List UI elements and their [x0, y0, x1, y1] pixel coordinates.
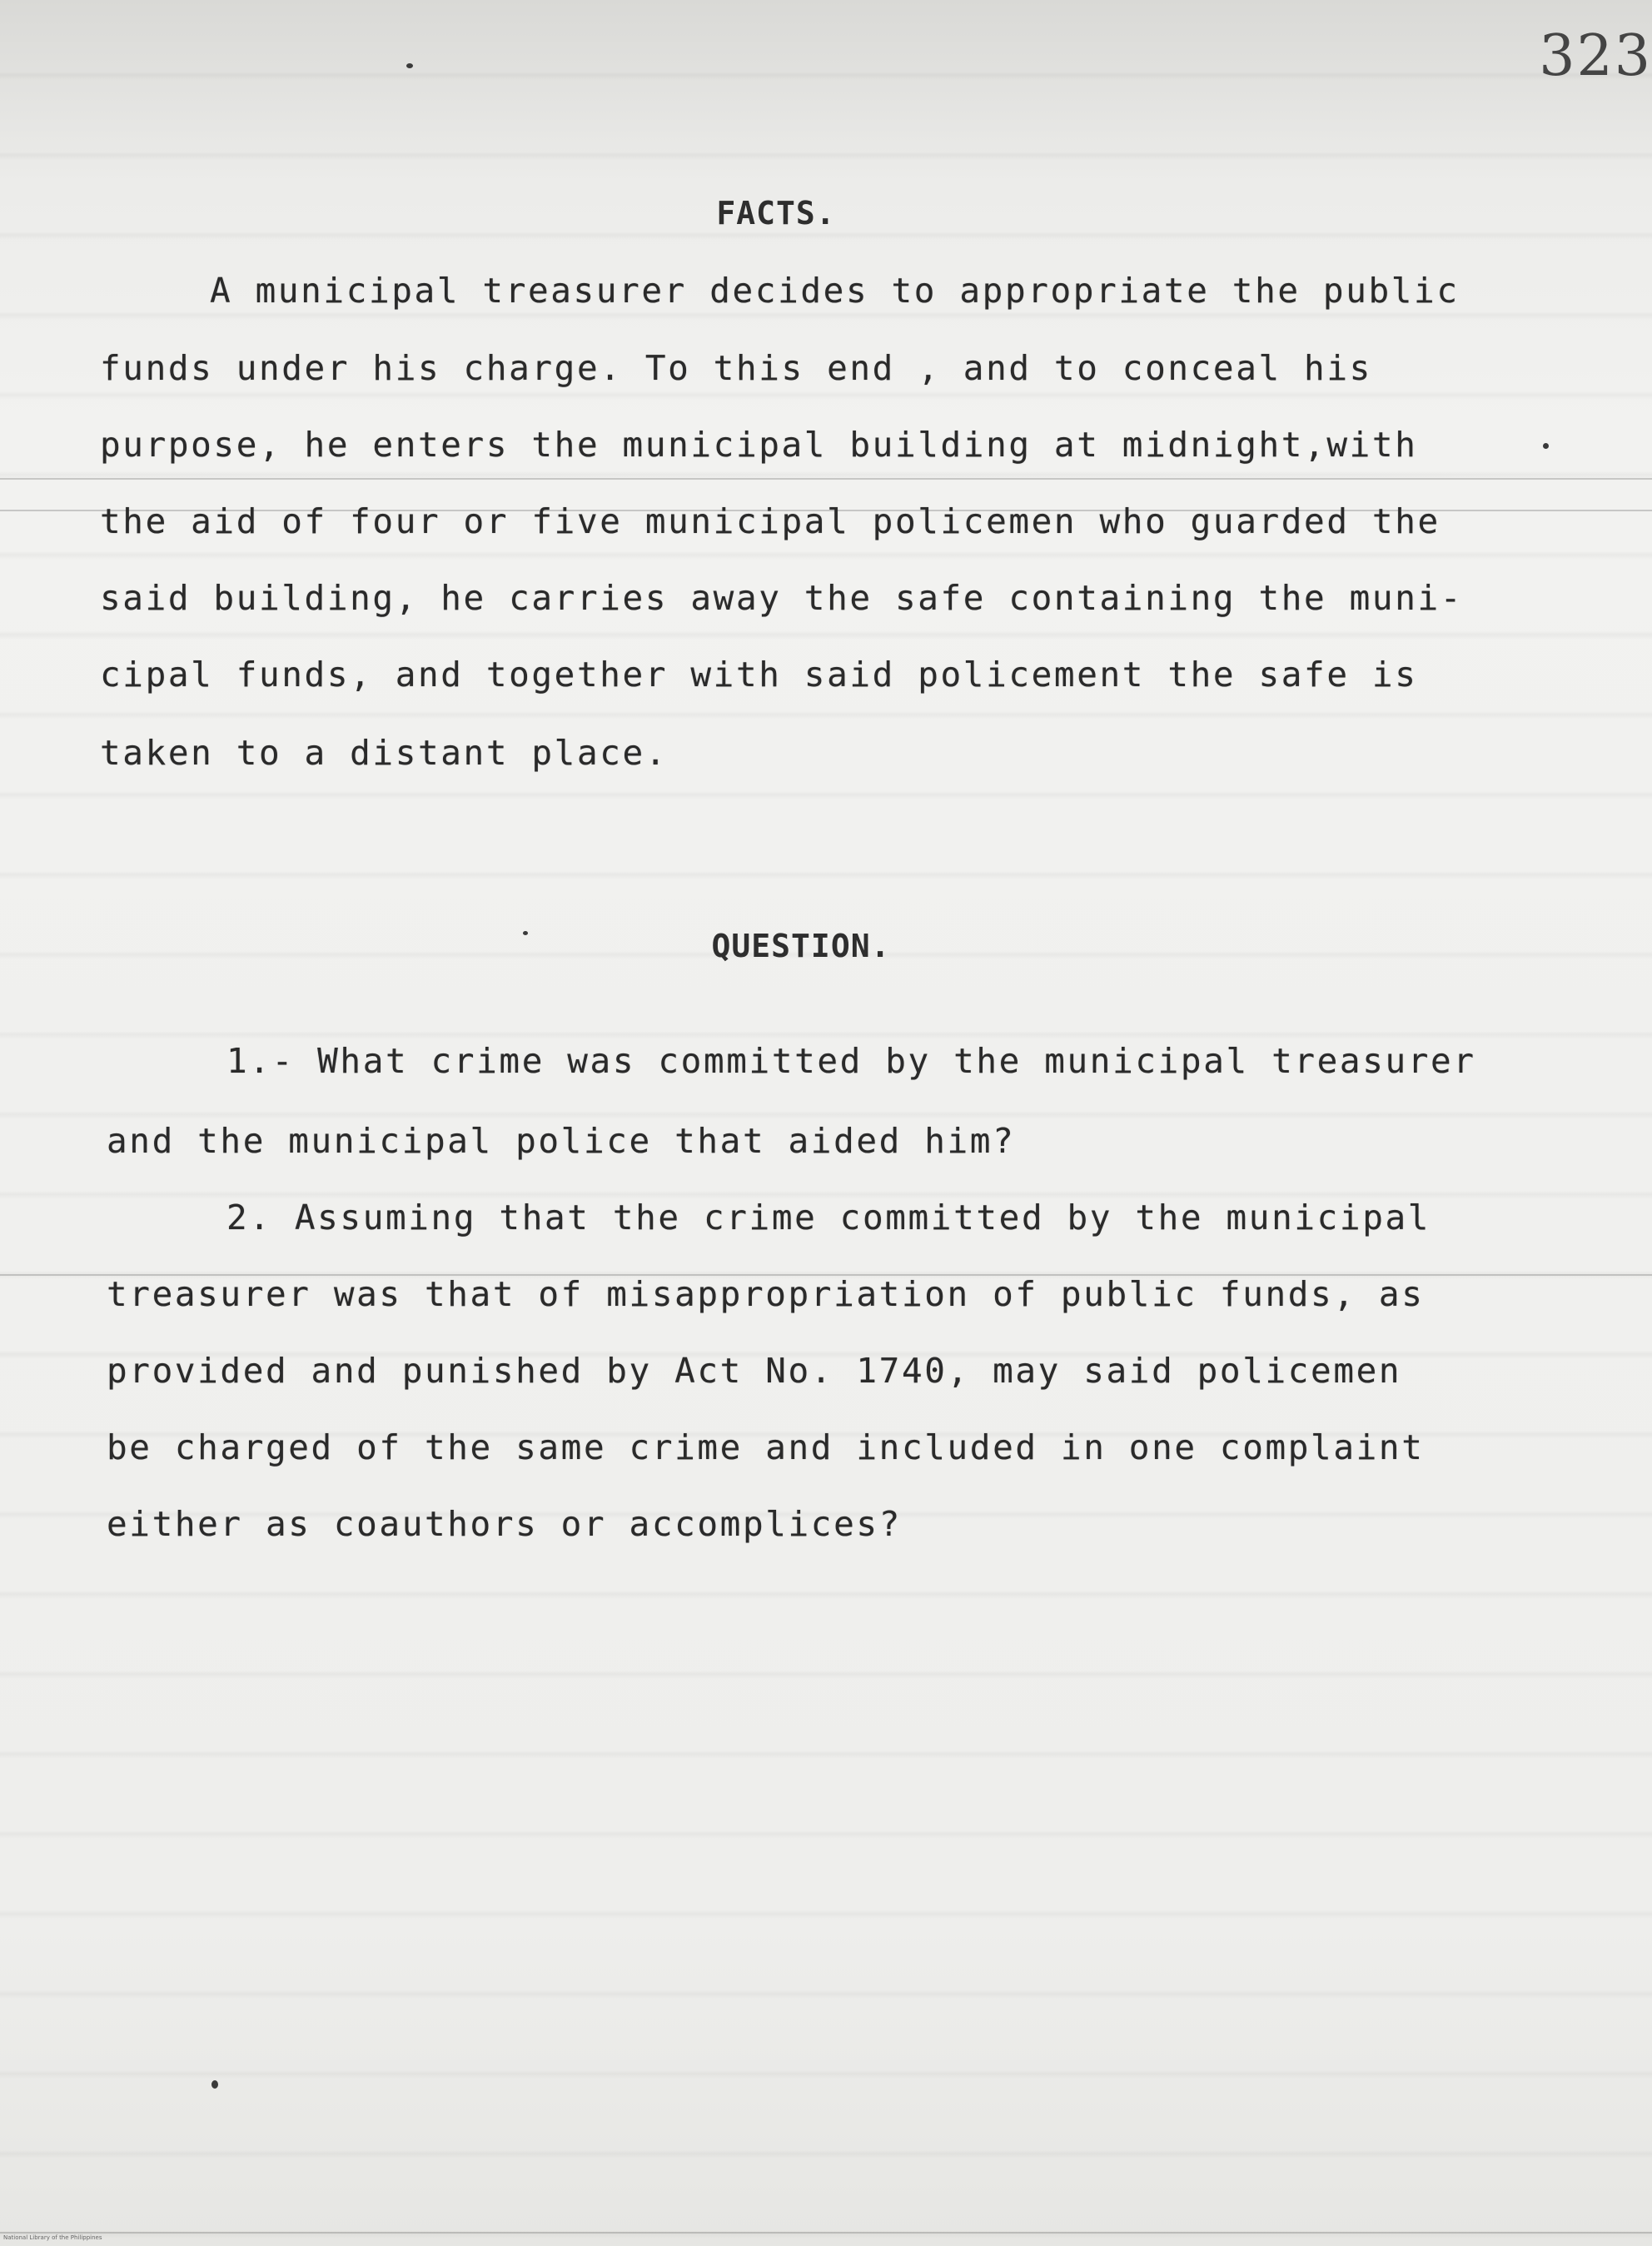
ink-speck: [1543, 443, 1549, 449]
archive-footer: National Library of the Philippines: [3, 2234, 102, 2241]
question-line: provided and punished by Act No. 1740, may said policemen: [107, 1351, 1402, 1391]
facts-line: purpose, he enters the municipal building at midnight,with: [100, 425, 1418, 465]
scan-line: [0, 2232, 1652, 2234]
facts-line: taken to a distant place.: [100, 733, 669, 773]
facts-line: said building, he carries away the safe containing the muni-: [100, 578, 1464, 618]
scan-line: [0, 478, 1652, 480]
question-heading: QUESTION.: [711, 928, 891, 964]
question-line: and the municipal police that aided him?: [107, 1121, 1016, 1161]
question-line: 2. Assuming that the crime committed by the municipal: [226, 1198, 1431, 1238]
question-line: be charged of the same crime and included in one complaint: [107, 1427, 1425, 1467]
question-line: 1.- What crime was committed by the municipal treasurer: [226, 1041, 1476, 1081]
ink-speck: [211, 2080, 218, 2089]
facts-line: A municipal treasurer decides to appropriate the public: [210, 271, 1460, 311]
facts-line: funds under his charge. To this end , and to conceal his: [100, 348, 1372, 388]
facts-line: the aid of four or five municipal policemen who guarded the: [100, 501, 1441, 541]
page-number: 323: [1539, 23, 1652, 89]
question-line: either as coauthors or accomplices?: [107, 1504, 902, 1544]
ink-speck: [406, 63, 413, 68]
facts-heading: FACTS.: [716, 195, 836, 232]
question-line: treasurer was that of misappropriation of public funds, as: [107, 1274, 1425, 1314]
facts-line: cipal funds, and together with said policement the safe is: [100, 655, 1418, 695]
